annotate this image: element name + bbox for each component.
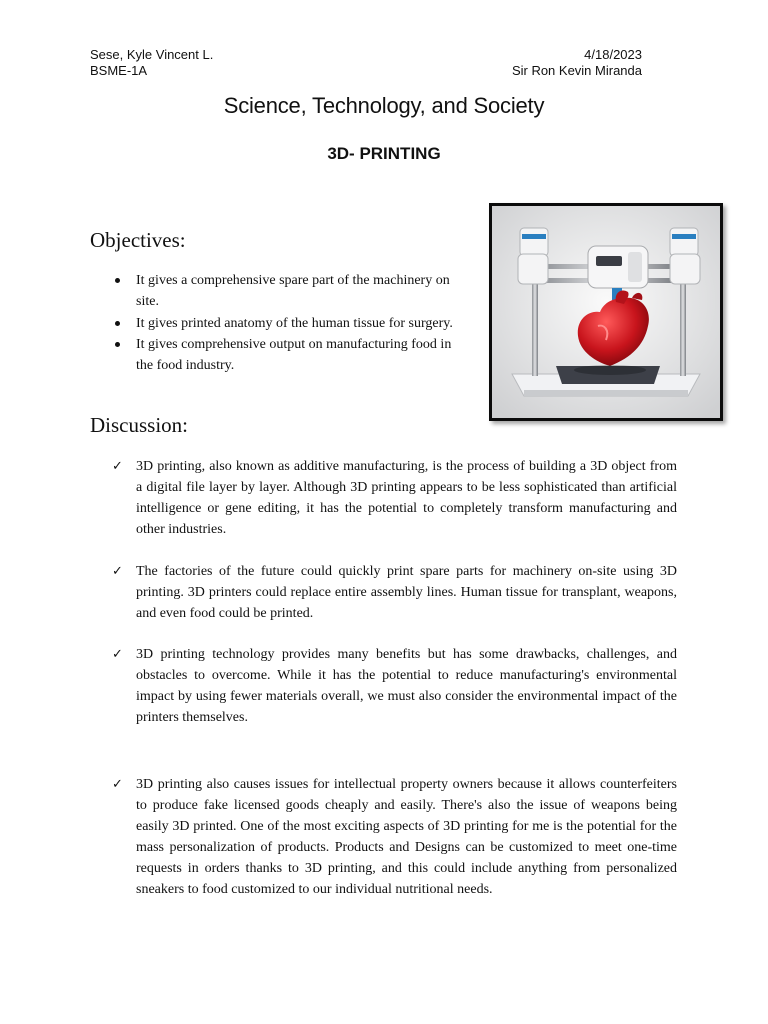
document-date: 4/18/2023 [584, 47, 642, 62]
objective-item: It gives printed anatomy of the human tissue for surgery. [136, 313, 456, 334]
discussion-heading: Discussion: [90, 413, 189, 437]
objectives-heading: Objectives: [90, 228, 186, 252]
check-icon: ✓ [112, 459, 123, 474]
discussion-item [112, 561, 677, 624]
discussion-text: 3D printing technology provides many benefits but has some drawbacks, challenges, and obstacles to overcome. While it has the potential to reduce manufacturing's environmental impact by using fewer materials overall, we must also consider the environmental impact of the printers themselves. [136, 647, 677, 725]
discussion-item [112, 456, 677, 540]
discussion-item [112, 774, 677, 900]
discussion-text: 3D printing also causes issues for intellectual property owners because it allows counterfeiters to produce fake licensed goods cheaply and easily. There's also the issue of weapons being easily 3D printed. One of the most exciting aspects of 3D printing for me is the potential for the mass personalization of products. Products and Designs can be customized to meet one-time requests in orders thanks to 3D printing, and this could include anything from personalized sneakers to food customized to our individual nutritional needs. [136, 777, 677, 897]
objective-item: It gives a comprehensive spare part of the machinery on site. [136, 270, 456, 313]
date-instructor-block [512, 47, 642, 79]
check-icon: ✓ [112, 647, 123, 662]
author-section: BSME-1A [90, 63, 148, 78]
document-title: Science, Technology, and Society [223, 93, 545, 118]
instructor-name: Sir Ron Kevin Miranda [511, 63, 642, 78]
objectives-list [136, 270, 456, 376]
discussion-item [112, 644, 677, 728]
check-icon: ✓ [112, 777, 123, 792]
author-name: Sese, Kyle Vincent L. [90, 47, 214, 62]
objective-item: It gives comprehensive output on manufacturing food in the food industry. [136, 334, 456, 377]
discussion-text: 3D printing, also known as additive manufacturing, is the process of building a 3D object from a digital file layer by layer. Although 3D printing appears to be less sophisticated than artificial intelligence or gene editing, it has the potential to completely transform manufacturing and other industries. [136, 459, 677, 537]
check-icon: ✓ [112, 564, 123, 579]
document-subtitle: 3D- PRINTING [327, 144, 441, 163]
discussion-text: The factories of the future could quickly print spare parts for machinery on-site using 3D printing. 3D printers could replace entire assembly lines. Human tissue for transplant, weapons, and even food could be printed. [136, 564, 677, 621]
3d-printer-image [489, 203, 723, 421]
author-block [90, 47, 213, 79]
